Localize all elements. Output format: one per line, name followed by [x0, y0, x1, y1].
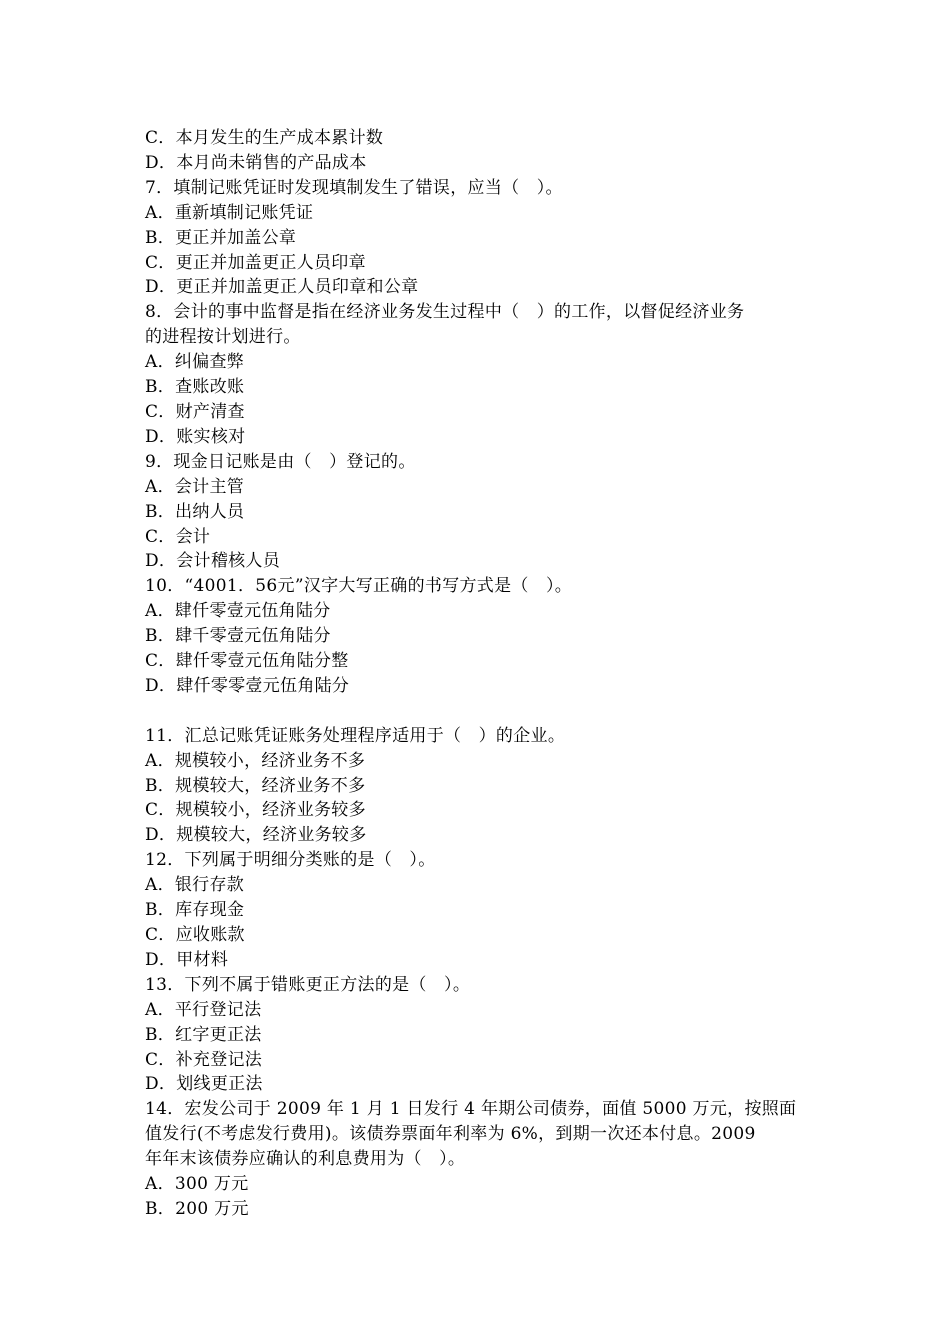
option-line: A．规模较小，经济业务不多: [145, 750, 366, 771]
option-line: C．财产清查: [145, 401, 245, 422]
option-line: A．会计主管: [145, 476, 245, 497]
option-line: A．纠偏查弊: [145, 352, 245, 373]
question-7: 7．填制记账凭证时发现填制发生了错误，应当（ ）。: [145, 177, 563, 198]
option-line: C．会计: [145, 526, 211, 547]
option-line: D．划线更正法: [145, 1074, 263, 1095]
option-line: D．会计稽核人员: [145, 551, 281, 572]
option-line: D．规模较大，经济业务较多: [145, 825, 367, 846]
option-line: B．规模较大，经济业务不多: [145, 775, 366, 796]
option-line: C．更正并加盖更正人员印章: [145, 252, 366, 273]
question-14: 14．宏发公司于 2009 年 1 月 1 日发行 4 年期公司债券，面值 5000 万元，按照面: [145, 1099, 797, 1120]
option-line: C．规模较小，经济业务较多: [145, 800, 366, 821]
blank-line: [145, 699, 815, 724]
option-line: D．账实核对: [145, 426, 246, 447]
question-13: 13．下列不属于错账更正方法的是（ ）。: [145, 974, 471, 995]
question-8-cont: 的进程按计划进行。: [145, 327, 301, 348]
option-line: B．肆千零壹元伍角陆分: [145, 626, 331, 647]
option-line: A．平行登记法: [145, 999, 262, 1020]
option-line: C．本月发生的生产成本累计数: [145, 128, 384, 148]
option-line: B．红字更正法: [145, 1024, 262, 1045]
option-line: A．重新填制记账凭证: [145, 202, 314, 223]
option-line: B．更正并加盖公章: [145, 227, 297, 248]
option-line: A．银行存款: [145, 875, 245, 896]
question-10: 10．“4001．56元”汉字大写正确的书写方式是（ ）。: [145, 576, 573, 597]
option-line: C．肆仟零壹元伍角陆分整: [145, 651, 349, 672]
option-line: D．甲材料: [145, 949, 229, 970]
option-line: D．肆仟零零壹元伍角陆分: [145, 675, 350, 696]
question-14-cont: 年年末该债券应确认的利息费用为（ ）。: [145, 1149, 466, 1170]
question-8: 8．会计的事中监督是指在经济业务发生过程中（ ）的工作，以督促经济业务: [145, 302, 745, 323]
option-line: B．库存现金: [145, 900, 245, 921]
document-body: [145, 126, 815, 1222]
option-line: D．更正并加盖更正人员印章和公章: [145, 277, 419, 298]
option-line: B．查账改账: [145, 377, 245, 398]
question-12: 12．下列属于明细分类账的是（ ）。: [145, 850, 436, 871]
option-line: A．300 万元: [145, 1174, 249, 1195]
question-14-cont: 值发行(不考虑发行费用)。该债券票面年利率为 6%，到期一次还本付息。2009: [145, 1124, 756, 1145]
question-11: 11．汇总记账凭证账务处理程序适用于（ ）的企业。: [145, 725, 566, 746]
option-line: C．补充登记法: [145, 1049, 263, 1070]
option-line: B．出纳人员: [145, 501, 245, 522]
question-9: 9．现金日记账是由（ ）登记的。: [145, 451, 416, 472]
option-line: A．肆仟零壹元伍角陆分: [145, 601, 331, 622]
option-line: B．200 万元: [145, 1198, 249, 1219]
option-line: C．应收账款: [145, 924, 245, 945]
option-line: D．本月尚未销售的产品成本: [145, 152, 367, 173]
